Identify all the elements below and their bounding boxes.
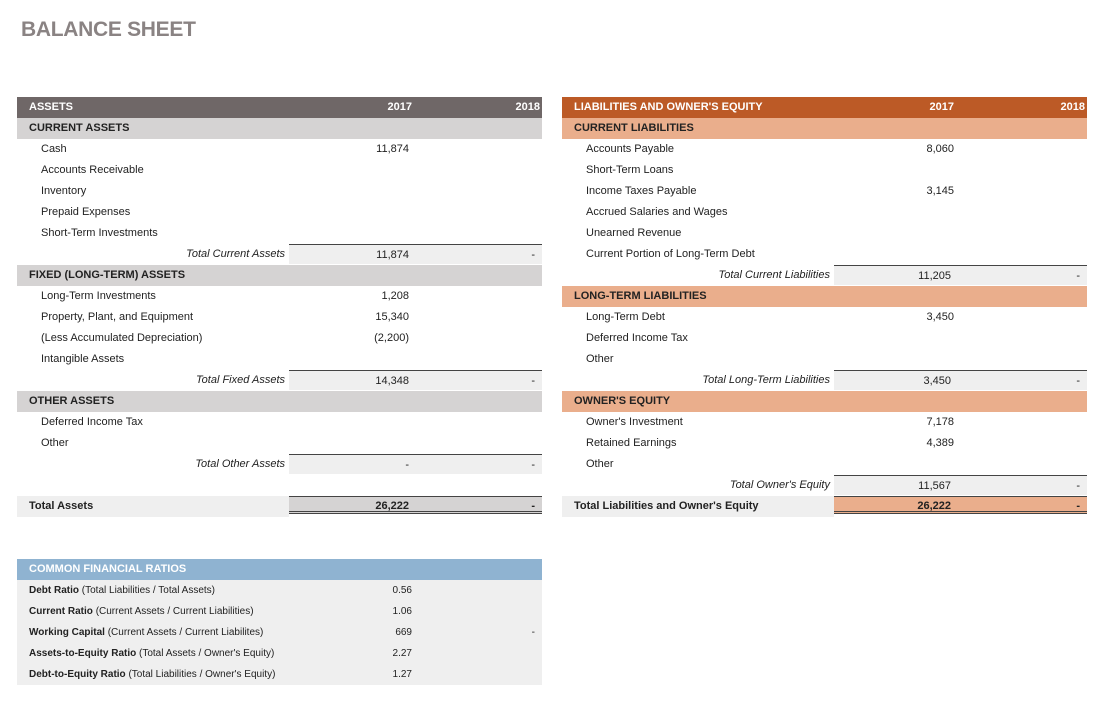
table-row[interactable] xyxy=(17,160,542,181)
ratio-label xyxy=(29,601,254,622)
row-label: Cash xyxy=(41,143,67,155)
total-value-2017: 14,348 xyxy=(289,370,412,390)
table-row[interactable] xyxy=(562,160,1087,181)
section-label: OTHER ASSETS xyxy=(29,395,115,407)
total-liabilities-equity-2018: - xyxy=(954,496,1087,514)
value-2017 xyxy=(289,433,409,454)
other-assets-section xyxy=(17,391,542,412)
ratio-name: Assets-to-Equity Ratio xyxy=(29,648,137,659)
ratio-value-2017: 1.06 xyxy=(392,606,412,617)
row-label: Short-Term Loans xyxy=(586,164,674,176)
total-value-2017: 11,874 xyxy=(289,244,412,264)
total-assets-row xyxy=(17,496,542,517)
ratio-formula: (Current Assets / Current Liabilities) xyxy=(95,606,254,617)
total-label: Total Current Liabilities xyxy=(718,269,830,281)
table-row[interactable] xyxy=(562,454,1087,475)
ratio-value-2018 xyxy=(412,643,535,664)
total-label: Total Owner's Equity xyxy=(729,479,830,491)
row-label: Deferred Income Tax xyxy=(586,332,688,344)
table-row[interactable] xyxy=(17,181,542,202)
total-assets-label: Total Assets xyxy=(17,496,289,517)
row-label: Other xyxy=(41,437,69,449)
row-label: Long-Term Debt xyxy=(586,311,665,323)
owners-equity-section xyxy=(562,391,1087,412)
ratio-row[interactable] xyxy=(17,664,542,685)
ratio-label xyxy=(29,664,275,685)
row-label: Other xyxy=(586,458,614,470)
ratio-value-2017: 0.56 xyxy=(392,585,412,596)
fixed-assets-section xyxy=(17,265,542,286)
table-row[interactable] xyxy=(562,412,1087,433)
total-assets-2018: - xyxy=(412,496,542,514)
page-title: BALANCE SHEET xyxy=(21,18,196,41)
ratio-formula: (Total Liabilities / Total Assets) xyxy=(81,585,215,596)
row-label: Prepaid Expenses xyxy=(41,206,131,218)
ratio-label xyxy=(29,580,215,601)
table-row[interactable] xyxy=(562,433,1087,454)
total-label: Total Long-Term Liabilities xyxy=(702,374,830,386)
section-label: CURRENT ASSETS xyxy=(29,122,130,134)
table-row[interactable] xyxy=(562,181,1087,202)
current-liabilities-section xyxy=(562,118,1087,139)
total-assets-2017: 26,222 xyxy=(289,496,412,514)
row-label: Accounts Receivable xyxy=(41,164,144,176)
value-2017 xyxy=(289,202,409,223)
row-label: (Less Accumulated Depreciation) xyxy=(41,332,203,344)
row-label: Current Portion of Long-Term Debt xyxy=(586,248,755,260)
ratio-value-2017: 2.27 xyxy=(392,648,412,659)
ratio-value-2018: - xyxy=(531,627,535,638)
ratio-name: Debt-to-Equity Ratio xyxy=(29,669,126,680)
total-label: Total Other Assets xyxy=(195,458,285,470)
table-row[interactable] xyxy=(17,202,542,223)
table-row[interactable] xyxy=(17,328,542,349)
row-label: Unearned Revenue xyxy=(586,227,682,239)
row-label: Owner's Investment xyxy=(586,416,683,428)
value-2017 xyxy=(289,160,409,181)
value-2017: (2,200) xyxy=(374,332,409,344)
ratio-formula: (Total Assets / Owner's Equity) xyxy=(139,648,275,659)
year-2018-header: 2018 xyxy=(515,101,540,113)
ratio-label xyxy=(29,643,274,664)
total-row xyxy=(562,370,1087,391)
liabilities-header-row xyxy=(562,97,1087,118)
row-label: Intangible Assets xyxy=(41,353,125,365)
total-row xyxy=(17,454,542,475)
ratio-value-2018 xyxy=(412,664,535,685)
value-2017 xyxy=(834,244,954,265)
value-2017: 1,208 xyxy=(381,290,409,302)
ratio-value-2017: 1.27 xyxy=(392,669,412,680)
row-label: Deferred Income Tax xyxy=(41,416,143,428)
total-value-2017: 11,567 xyxy=(834,475,954,495)
row-label: Accounts Payable xyxy=(586,143,675,155)
table-row[interactable] xyxy=(562,244,1087,265)
total-liabilities-equity-2017: 26,222 xyxy=(834,496,954,514)
assets-header-row xyxy=(17,97,542,118)
value-2017 xyxy=(834,160,954,181)
ratio-value-2018 xyxy=(412,601,535,622)
total-value-2018: - xyxy=(954,370,1087,390)
table-row[interactable] xyxy=(562,307,1087,328)
table-row[interactable] xyxy=(17,286,542,307)
total-row xyxy=(562,475,1087,496)
year-2017-header: 2017 xyxy=(929,101,954,113)
ratio-row[interactable] xyxy=(17,601,542,622)
table-row[interactable] xyxy=(17,223,542,244)
longterm-liabilities-section xyxy=(562,286,1087,307)
value-2017 xyxy=(834,454,954,475)
ratio-formula: (Current Assets / Current Liabilites) xyxy=(107,627,264,638)
row-label: Property, Plant, and Equipment xyxy=(41,311,194,323)
current-assets-section xyxy=(17,118,542,139)
total-value-2018: - xyxy=(412,370,542,390)
value-2017: 3,450 xyxy=(926,311,954,323)
ratio-name: Working Capital xyxy=(29,627,105,638)
ratio-name: Current Ratio xyxy=(29,606,93,617)
value-2017: 4,389 xyxy=(926,437,954,449)
ratio-formula: (Total Liabilities / Owner's Equity) xyxy=(128,669,276,680)
section-label: OWNER'S EQUITY xyxy=(574,395,671,407)
table-row[interactable] xyxy=(562,139,1087,160)
row-label: Short-Term Investments xyxy=(41,227,158,239)
section-label: CURRENT LIABILITIES xyxy=(574,122,694,134)
table-row[interactable] xyxy=(17,307,542,328)
value-2017: 3,145 xyxy=(926,185,954,197)
ratio-row[interactable] xyxy=(17,580,542,601)
ratio-name: Debt Ratio xyxy=(29,585,79,596)
table-row[interactable] xyxy=(562,223,1087,244)
ratio-value-2018 xyxy=(412,580,535,601)
total-value-2017: 3,450 xyxy=(834,370,954,390)
row-label: Retained Earnings xyxy=(586,437,677,449)
table-row[interactable] xyxy=(562,349,1087,370)
value-2017: 15,340 xyxy=(375,311,409,323)
year-2017-header: 2017 xyxy=(387,101,412,113)
value-2017 xyxy=(834,349,954,370)
financial-ratios-table xyxy=(17,559,542,685)
section-label: FIXED (LONG-TERM) ASSETS xyxy=(29,269,186,281)
row-label: Long-Term Investments xyxy=(41,290,156,302)
liabilities-header-label: LIABILITIES AND OWNER'S EQUITY xyxy=(574,101,763,113)
total-liabilities-equity-label: Total Liabilities and Owner's Equity xyxy=(562,496,834,517)
table-row[interactable] xyxy=(17,139,542,160)
row-label: Income Taxes Payable xyxy=(586,185,697,197)
value-2017: 7,178 xyxy=(926,416,954,428)
ratio-label xyxy=(29,622,263,643)
assets-header-label: ASSETS xyxy=(29,101,74,113)
table-row[interactable] xyxy=(17,433,542,454)
table-row[interactable] xyxy=(562,328,1087,349)
total-value-2017: - xyxy=(289,454,412,474)
value-2017 xyxy=(289,181,409,202)
total-value-2018: - xyxy=(412,454,542,474)
ratios-header-row xyxy=(17,559,542,580)
ratio-row[interactable] xyxy=(17,643,542,664)
value-2017 xyxy=(289,223,409,244)
value-2017 xyxy=(289,349,409,370)
year-2018-header: 2018 xyxy=(1060,101,1085,113)
total-row xyxy=(17,244,542,265)
value-2017: 8,060 xyxy=(926,143,954,155)
value-2017 xyxy=(834,202,954,223)
total-liabilities-equity-row xyxy=(562,496,1087,517)
assets-table xyxy=(17,97,542,517)
table-row[interactable] xyxy=(17,349,542,370)
table-row[interactable] xyxy=(562,202,1087,223)
value-2017 xyxy=(834,328,954,349)
section-label: LONG-TERM LIABILITIES xyxy=(574,290,707,302)
total-label: Total Fixed Assets xyxy=(195,374,285,386)
row-label: Accrued Salaries and Wages xyxy=(586,206,728,218)
table-row[interactable] xyxy=(17,412,542,433)
ratio-value-2017: 669 xyxy=(395,627,412,638)
total-value-2018: - xyxy=(412,244,542,264)
total-row xyxy=(17,370,542,391)
value-2017 xyxy=(834,223,954,244)
total-value-2018: - xyxy=(954,475,1087,495)
value-2017: 11,874 xyxy=(376,143,409,155)
value-2017 xyxy=(289,412,409,433)
total-label: Total Current Assets xyxy=(186,248,285,260)
total-value-2017: 11,205 xyxy=(834,265,954,285)
total-value-2018: - xyxy=(954,265,1087,285)
liabilities-table xyxy=(562,97,1087,517)
ratio-row[interactable] xyxy=(17,622,542,643)
row-label: Other xyxy=(586,353,614,365)
total-row xyxy=(562,265,1087,286)
ratios-header-label: COMMON FINANCIAL RATIOS xyxy=(29,563,187,575)
row-label: Inventory xyxy=(41,185,87,197)
